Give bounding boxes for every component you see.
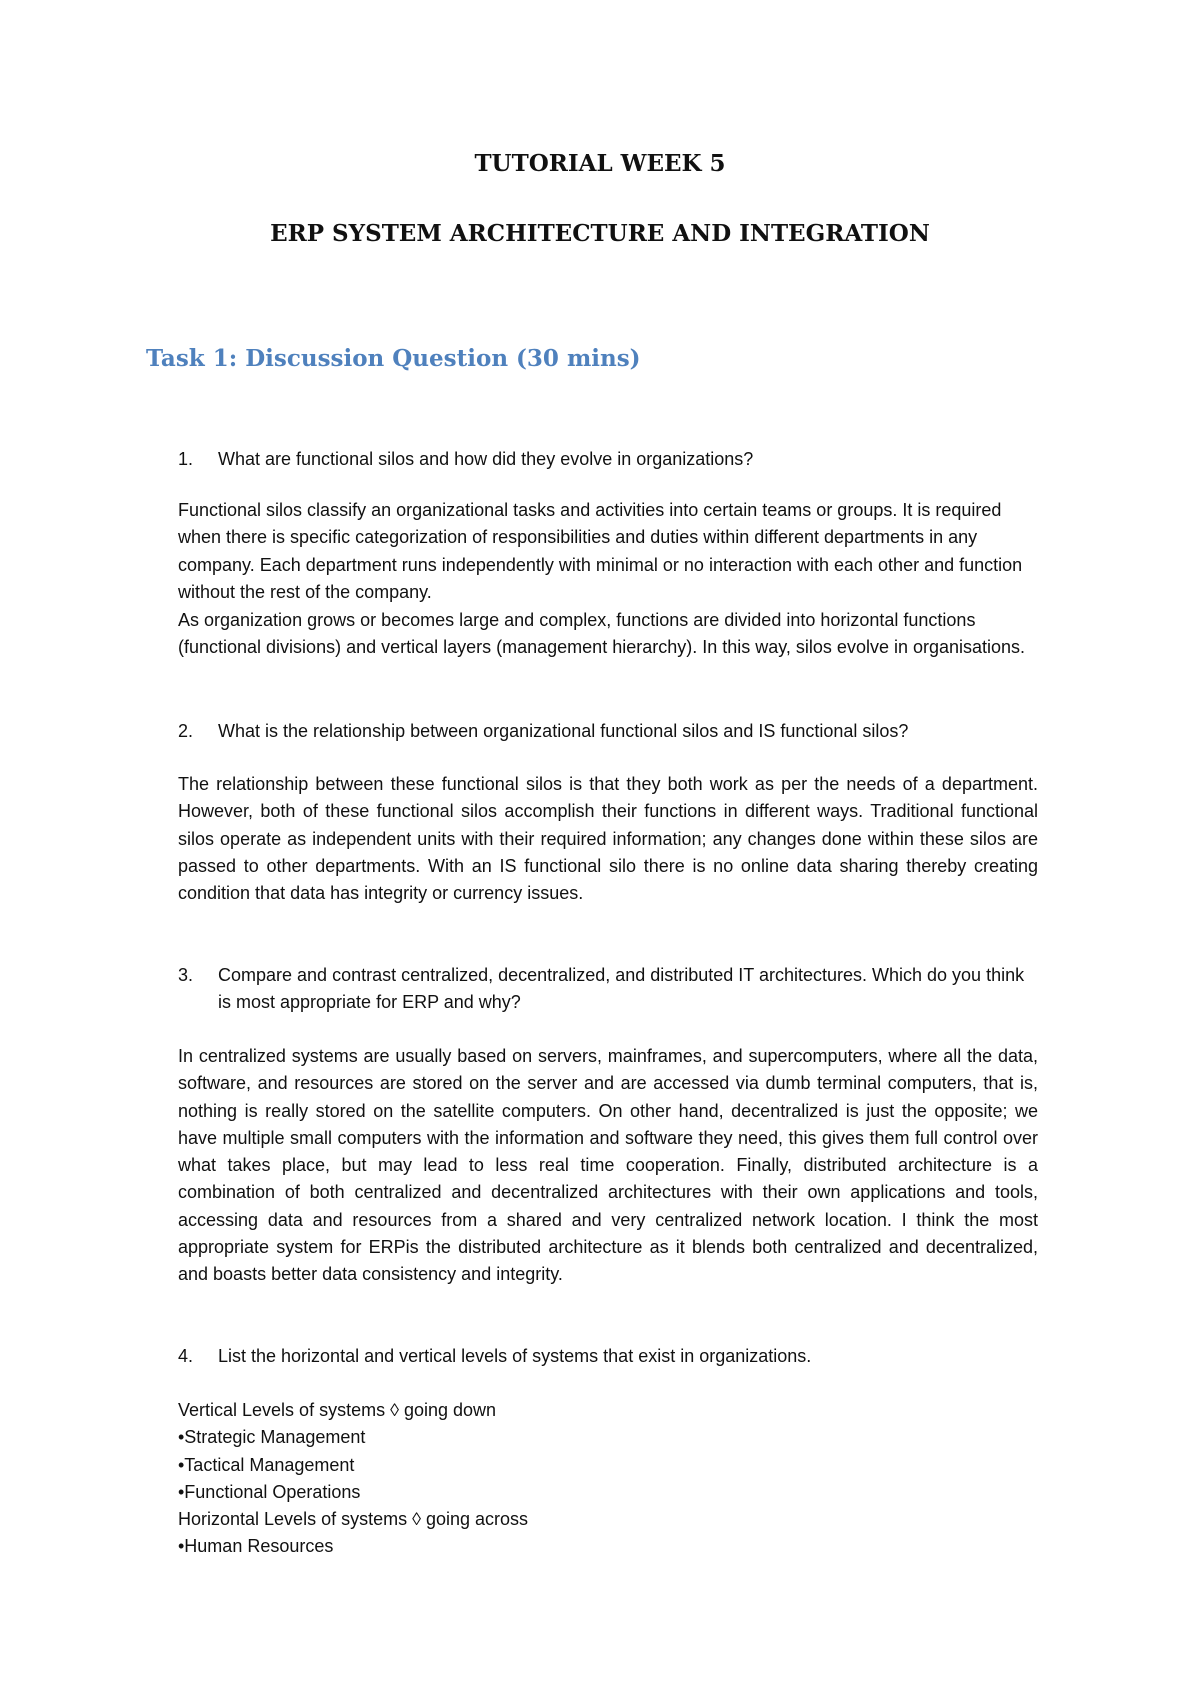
question-4 [178,1343,1038,1370]
answer-4-line-human-resources: •Human Resources [178,1536,334,1557]
answer-1-paragraph-1: Functional silos classify an organizational tasks and activities into certain teams or groups. It is required when there is specific categorization of responsibilities and duties within different departments in any company. Each department runs independently with minimal or no interaction with each other and function without the rest of the company. [178,500,1023,602]
answer-4-line-functional: •Functional Operations [178,1481,361,1502]
answer-4-list [178,1397,1038,1561]
question-4-number: 4. [178,1346,194,1366]
question-2 [178,718,1038,745]
document-title: TUTORIAL WEEK 5 [474,150,726,177]
question-1-text: What are functional silos and how did they evolve in organizations? [218,449,754,469]
question-3 [178,962,1038,1016]
document-subtitle: ERP SYSTEM ARCHITECTURE AND INTEGRATION [270,220,930,247]
answer-1-paragraph-2: As organization grows or becomes large and complex, functions are divided into horizontal functions (functional divisions) and vertical layers (management hierarchy). In this way, silos evolve in organisations. [178,610,1026,658]
answer-4-line-tactical: •Tactical Management [178,1454,355,1475]
question-4-text: List the horizontal and vertical levels of systems that exist in organizations. [218,1346,812,1366]
question-1-number: 1. [178,449,194,469]
question-2-text: What is the relationship between organizational functional silos and IS functional silos? [218,721,909,741]
answer-2: The relationship between these functional silos is that they both work as per the needs of a department. However, both of these functional silos accomplish their functions in different ways. Traditional functional silos operate as independent units with their required information; any changes done within these silos are passed to other departments. With an IS functional silo there is no online data sharing thereby creating condition that data has integrity or currency issues. [178,774,1038,904]
question-1 [178,446,1038,473]
question-3-number: 3. [178,965,194,985]
answer-4-line-vertical-heading: Vertical Levels of systems ◊ going down [178,1400,497,1420]
question-3-text: Compare and contrast centralized, decentralized, and distributed IT architectures. Which do you think is most appropriate for ERP and why? [218,965,1025,1012]
answer-3: In centralized systems are usually based on servers, mainframes, and supercomputers, where all the data, software, and resources are stored on the server and are accessed via dumb terminal computers, that is, nothing is really stored on the satellite computers. On other hand, decentralized is just the opposite; we have multiple small computers with the information and software they need, this gives them full control over what takes place, but may lead to less real time cooperation. Finally, distributed architecture is a combination of both centralized and decentralized architectures with their own applications and tools, accessing data and resources from a shared and very centralized network location. I think the most appropriate system for ERPis the distributed architecture as it blends both centralized and decentralized, and boasts better data consistency and integrity. [178,1046,1038,1285]
question-2-number: 2. [178,721,194,741]
answer-4-line-strategic: •Strategic Management [178,1427,366,1448]
task-heading: Task 1: Discussion Question (30 mins) [146,345,641,372]
answer-4-line-horizontal-heading: Horizontal Levels of systems ◊ going across [178,1509,529,1530]
